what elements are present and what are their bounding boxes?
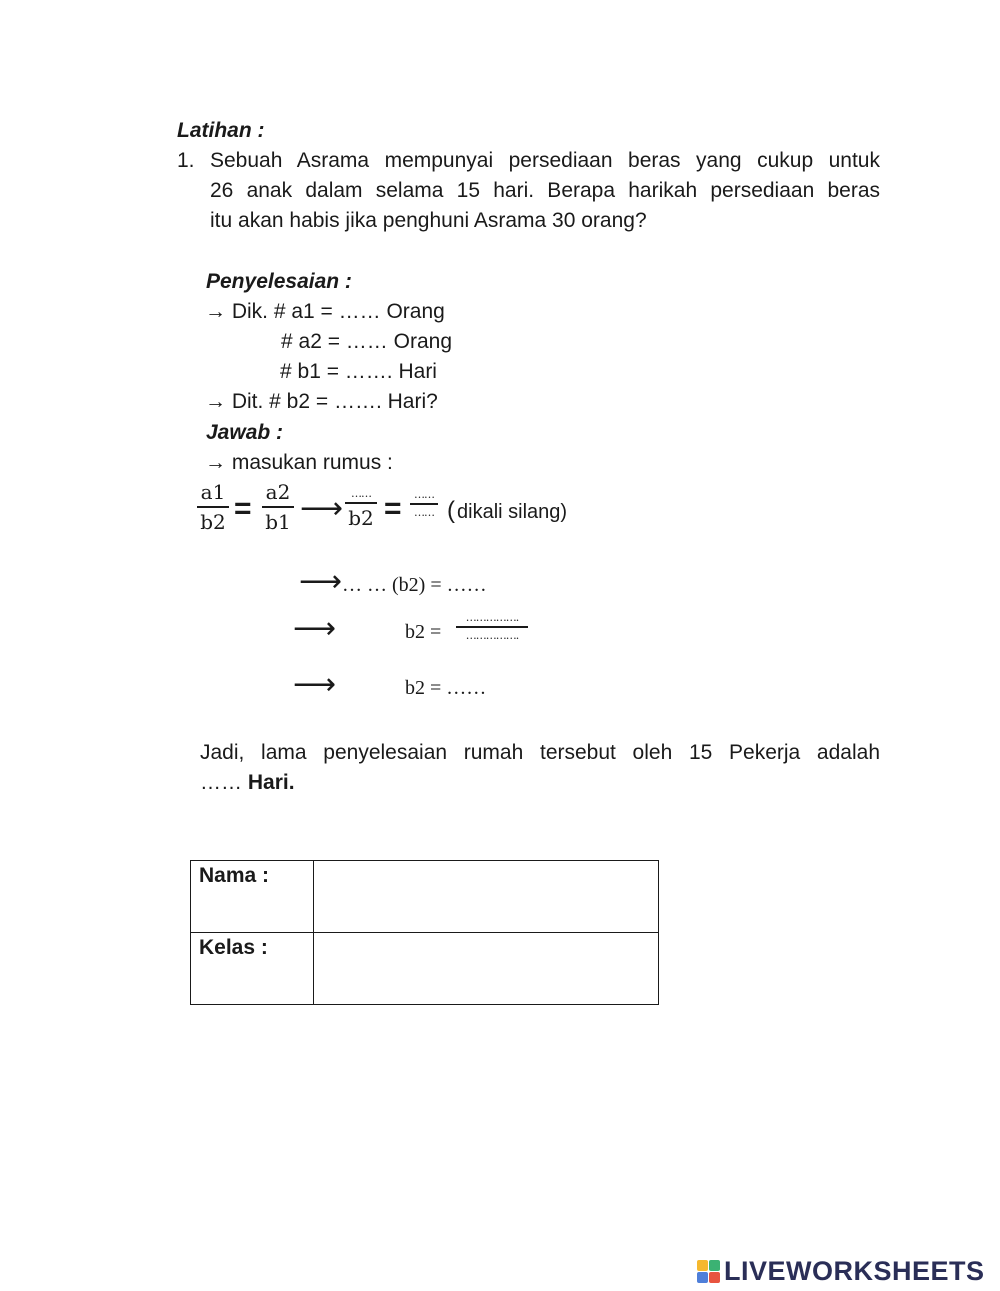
liveworksheets-logo[interactable]: [697, 1256, 985, 1286]
logo-tile: [697, 1272, 708, 1283]
step-2-fraction: [456, 611, 528, 643]
arrow-icon: ⟶: [300, 492, 344, 525]
problem-line-2: 26 anak dalam selama 15 hari. Berapa harikah persediaan beras: [210, 179, 880, 202]
fraction-denominator: b1: [265, 509, 291, 534]
student-identity-table: [190, 860, 659, 1005]
answer-title: Jawab :: [206, 421, 284, 444]
fraction-numerator: a2: [265, 480, 291, 504]
logo-tile: [709, 1272, 720, 1283]
fraction-blank-b2: [345, 487, 377, 531]
step-1: … … (b2) = ……: [342, 574, 487, 596]
fraction-a2-b1: [262, 479, 294, 535]
logo-tile: [709, 1260, 720, 1271]
fraction-bar: [456, 626, 528, 628]
answer-blank: ……: [200, 771, 242, 794]
class-label: Kelas :: [191, 933, 314, 1005]
cross-multiply-note: dikali silang): [457, 501, 568, 523]
table-row: [191, 933, 659, 1005]
fraction-bar: [345, 502, 377, 504]
conclusion-line-2: [200, 768, 295, 798]
exercise-heading: Latihan :: [177, 119, 265, 142]
equals-sign: =: [234, 492, 252, 525]
fraction-numerator: a1: [200, 480, 226, 504]
step-3: b2 = ……: [405, 677, 487, 699]
problem-number: 1.: [177, 149, 195, 172]
fraction-denominator: …………….: [465, 628, 519, 642]
fraction-numerator: ……: [414, 488, 434, 501]
fraction-bar: [197, 506, 229, 508]
known-a2: # a2 = …… Orang: [281, 330, 453, 353]
fraction-numerator: …………….: [465, 611, 519, 624]
formula-intro: → masukan rumus :: [205, 451, 393, 474]
arrow-icon: ⟶: [293, 612, 337, 645]
conclusion-line-1: Jadi, lama penyelesaian rumah tersebut oleh 15 Pekerja adalah: [200, 741, 880, 764]
fraction-denominator: b2: [348, 505, 374, 530]
fraction-bar: [262, 506, 294, 508]
fraction-numerator: ……: [351, 487, 371, 500]
class-field[interactable]: [314, 933, 659, 1005]
name-label: Nama :: [191, 861, 314, 933]
problem-line-1: Sebuah Asrama mempunyai persediaan beras yang cukup untuk: [210, 149, 880, 172]
logo-text: LIVEWORKSHEETS: [724, 1256, 985, 1286]
table-row: [191, 861, 659, 933]
known-a1: → Dik. # a1 = …… Orang: [205, 300, 445, 323]
step-2-lhs: b2 =: [405, 621, 442, 643]
logo-tile: [697, 1260, 708, 1271]
fraction-bar: [410, 503, 438, 505]
fraction-denominator: ……: [414, 505, 434, 519]
solution-title: Penyelesaian :: [206, 270, 352, 293]
asked-b2: → Dit. # b2 = ……. Hari?: [205, 390, 438, 413]
fraction-blank-blank: [410, 488, 438, 520]
problem-line-3: itu akan habis jika penghuni Asrama 30 orang?: [210, 209, 647, 232]
fraction-denominator: b2: [200, 509, 226, 534]
name-field[interactable]: [314, 861, 659, 933]
fraction-a1-b2: [197, 479, 229, 535]
arrow-icon: ⟶: [299, 565, 343, 598]
unit-label: Hari.: [247, 771, 295, 794]
note-paren: (: [447, 497, 455, 524]
equals-sign: =: [384, 492, 402, 525]
known-b1: # b1 = ……. Hari: [280, 360, 437, 383]
logo-mark-icon: [697, 1260, 720, 1283]
arrow-icon: ⟶: [293, 668, 337, 701]
